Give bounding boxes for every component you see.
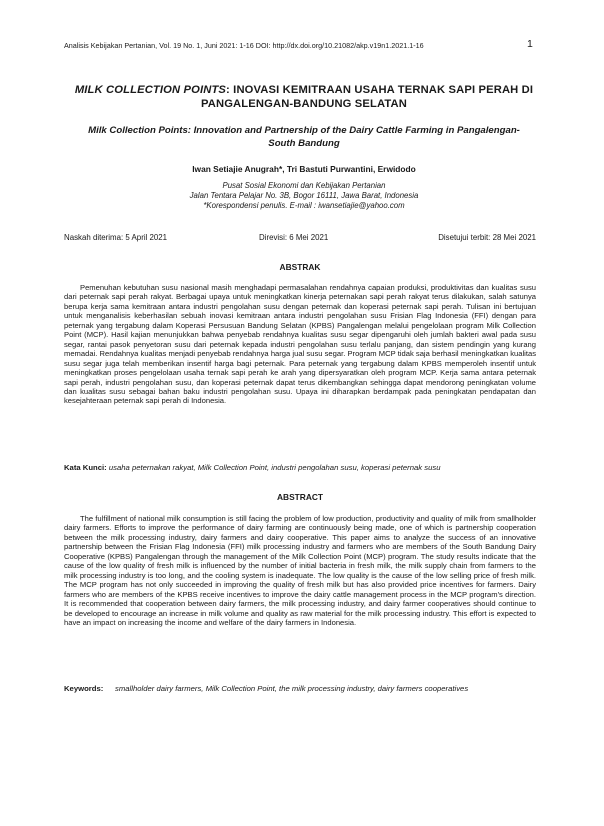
article-title xyxy=(70,83,538,111)
date-revised: Direvisi: 6 Mei 2021 xyxy=(259,233,329,242)
abstrak-keywords-list: usaha peternakan rakyat, Milk Collection Point, industri pengolahan susu, koperasi peternak susu xyxy=(108,463,441,472)
abstrak-keywords xyxy=(64,463,536,473)
page-number: 1 xyxy=(527,38,533,50)
date-received: Naskah diterima: 5 April 2021 xyxy=(64,233,168,242)
author-list: Iwan Setiajie Anugrah*, Tri Bastuti Purwantini, Erwidodo xyxy=(192,164,416,174)
abstract-heading: ABSTRACT xyxy=(276,492,324,502)
date-approved: Disetujui terbit: 28 Mei 2021 xyxy=(438,233,536,242)
corresponding-author: *Korespondensi penulis. E-mail : iwansetiajie@yahoo.com xyxy=(203,201,405,211)
abstrak-keywords-label: Kata Kunci: xyxy=(64,463,107,472)
abstrak-paragraph: Pemenuhan kebutuhan susu nasional masih menghadapi permasalahan rendahnya capaian produksi, produktivitas dan kualitas susu dari peternak sapi perah rakyat. Berbagai upaya untuk meningkatkan kinerja peternakan sapi perah rakyat terus dilakukan, salah satunya berupa kerja sama kemitraan antara industri pengolahan susu dengan peternak dan koperasi peternak sapi perah. Tulisan ini bertujuan untuk menganalisis keberhasilan sebuah inovasi kemitraan antara industri pengolahan susu Frisian Flag Indonesia (FFI) dengan para peternak yang tergabung dalam Koperasi Persusuan Bandung Selatan (KPBS) Pangalengan melalui pengelolaan program Milk Collection Point (MCP). Hasil kajian menunjukkan bahwa penyebab rendahnya kualitas susu segar dipengaruhi oleh jumlah bakteri awal pada susu segar, rantai pasok penyetoran susu dari peternak kepada industri pengolahan susu terlalu panjang, dan sistem pendingin yang kurang memadai. Rendahnya kualitas menjadi penyebab rendahnya harga jual susu segar. Program MCP tidak saja berhasil meningkatkan kualitas susu segar juga telah memberikan insentif harga bagi peternak. Para peternak yang tergabung dalam KPBS memperoleh insentif untuk meningkatkan proses pengelolaan usaha ternak sapi perah ke arah yang dipersyaratkan oleh program MCP. Kerja sama antara peternak sapi perah, industri pengolahan susu, dan koperasi peternak dapat terus dikembangkan sehingga dapat mendorong peningkatan volume dan kualitas susu sebagai bahan baku industri pengolahan susu. Upaya ini diharapkan berdampak pada peningkatan pendapatan dan kesejahteraan peternak sapi perah di Indonesia. xyxy=(64,283,536,406)
running-header: Analisis Kebijakan Pertanian, Vol. 19 No. 1, Juni 2021: 1-16 DOI: http://dx.doi.org/10.21082/akp.v19n1.2021.1-16 xyxy=(64,41,424,50)
abstrak-body xyxy=(64,283,536,406)
abstract-keywords-list: smallholder dairy farmers, Milk Collection Point, the milk processing industry, dairy farmers cooperatives xyxy=(115,684,469,693)
title-rest: : INOVASI KEMITRAAN USAHA TERNAK SAPI PERAH DI PANGALENGAN-BANDUNG SELATAN xyxy=(200,84,534,110)
article-subtitle: Milk Collection Points: Innovation and Partnership of the Dairy Cattle Farming in Pangalengan-South Bandung xyxy=(88,125,520,149)
abstract-paragraph: The fulfillment of national milk consumption is still facing the problem of low production, productivity and quality of milk from smallholder dairy farmers. Efforts to improve the performance of dairy farming are continuously being made, one of which is partnership cooperation between the milk processing industry, dairy farmers and dairy cooperative. This paper aims to analyze the success of an innovative partnership between the Frisian Flag Indonesia (FFI) milk processing industry and farmers who are members of the South Bandung Dairy Cooperative (KPBS) Pangalengan through the management of the Milk Collection Point (MCP) program. The study results indicate that the cause of the low quality of fresh milk is influenced by the number of initial bacteria in fresh milk, the milk supply chain from farmers to the milk processing industry is too long, and the cooling system is inadequate. The low quality is the cause of the low selling price of fresh milk. The MCP program has not only succeeded in improving the quality of fresh milk but has also provided price incentives for farmers. Dairy farmers who are members of the KPBS receive incentives to improve the dairy cattle management process in the MCP program's direction. It is recommended that cooperation between dairy farmers, the milk processing industry, and dairy farmer cooperatives should continue to be developed to encourage an increase in milk volume and quality as raw material for the milk processing industry. This effort is expected to have an impact on increasing the income and welfare of the dairy farmers in Indonesia. xyxy=(64,514,536,627)
title-italic-part: MILK COLLECTION POINTS xyxy=(74,84,227,96)
affiliation-institution: Pusat Sosial Ekonomi dan Kebijakan Pertanian xyxy=(222,181,386,190)
abstrak-heading: ABSTRAK xyxy=(279,262,321,272)
abstract-keywords-label: Keywords: xyxy=(64,684,104,693)
abstract-body xyxy=(64,514,536,627)
affiliation-address: Jalan Tentara Pelajar No. 3B, Bogor 16111, Jawa Barat, Indonesia xyxy=(189,191,419,201)
affiliation-block xyxy=(80,181,528,212)
